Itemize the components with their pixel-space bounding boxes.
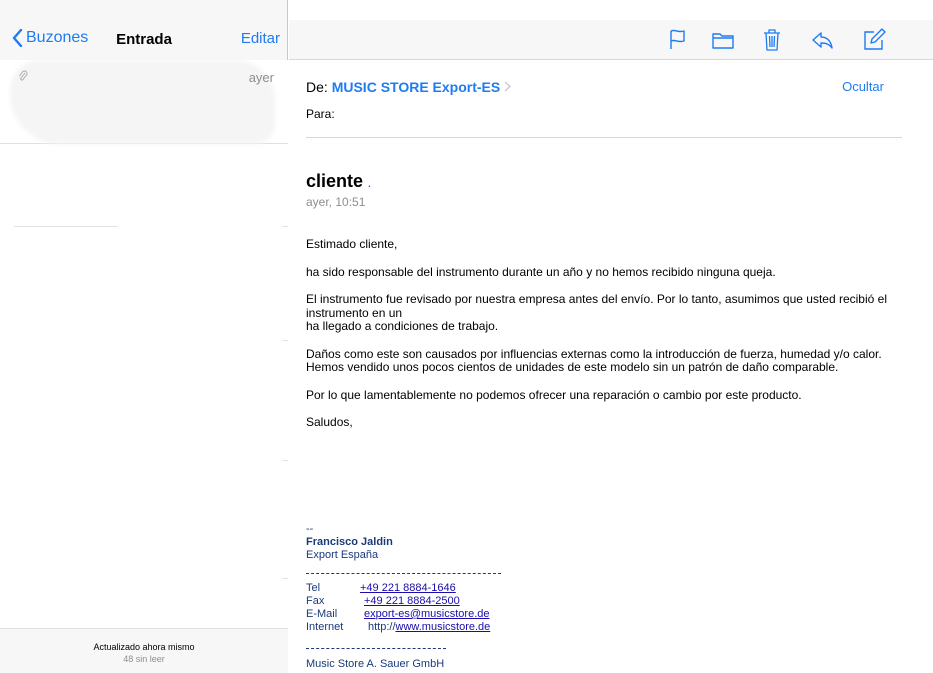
website-link[interactable]: www.musicstore.de [395,621,491,633]
unread-count: 48 sin leer [123,654,165,664]
back-label: Buzones [26,29,89,46]
fax-link[interactable]: +49 221 8884-2500 [364,595,460,607]
flag-icon[interactable] [665,27,691,53]
body-paragraph: Saludos, [306,415,353,429]
internet-prefix: http:// [368,621,396,633]
email-label: E-Mail [306,608,338,620]
company-name: Music Store A. Sauer GmbH [306,658,445,670]
sidebar-navbar [0,20,288,60]
signature-role: Export España [306,549,379,561]
email-subject: cliente . [306,171,371,191]
updated-status: Actualizado ahora mismo [93,642,195,652]
signature-dash: -- [306,523,314,535]
edit-button[interactable]: Editar [240,30,280,47]
trash-icon[interactable] [759,27,785,53]
tel-label: Tel [306,582,321,594]
message-date: ayer [248,70,274,85]
list-divider [282,578,288,579]
from-label: De: [306,79,328,95]
message-toolbar [289,20,933,60]
sender-line [306,79,511,95]
subject-dot: . [368,179,371,190]
compose-icon[interactable] [861,27,887,53]
body-paragraph: ha sido responsable del instrumento durante un año y no hemos recibido ninguna queja. [306,264,776,279]
folder-icon[interactable] [710,27,736,53]
chevron-right-icon [504,79,511,95]
fax-label: Fax [306,595,325,607]
signature-divider [306,573,501,574]
email-date: ayer, 10:51 [306,195,366,209]
inbox-title: Entrada [116,31,172,48]
message-detail [289,0,933,673]
list-divider [282,340,288,341]
sidebar-footer [0,628,288,673]
email-body [306,238,896,444]
list-divider [14,226,118,227]
message-list [0,60,288,640]
tel-link[interactable]: +49 221 8884-1646 [360,582,456,594]
email-link[interactable]: export-es@musicstore.de [364,608,490,620]
header-divider [306,137,902,138]
mailbox-sidebar [0,0,288,673]
body-paragraph: Por lo que lamentablemente no podemos ofrecer una reparación o cambio por este producto. [306,387,802,402]
redacted-preview [10,60,275,144]
hide-details-link[interactable]: Ocultar [842,79,884,94]
email-signature [306,523,393,562]
recipient-line: Para: [306,107,335,121]
reply-icon[interactable] [809,27,835,53]
sender-name[interactable]: MUSIC STORE Export-ES [331,79,501,95]
internet-label: Internet [306,621,344,633]
signature-name: Francisco Jaldin [306,536,393,548]
list-item[interactable] [0,60,288,144]
list-divider [282,460,288,461]
body-paragraph: Daños como este son causados por influencias externas como la introducción de fuerza, humedad y/o calor. Hemos vendido unos pocos cientos de unidades de este modelo sin un patrón de daño comparable. [306,346,882,374]
company-divider [306,648,446,649]
body-paragraph: Estimado cliente, [306,237,398,251]
body-paragraph: El instrumento fue revisado por nuestra empresa antes del envío. Por lo tanto, asumimos que usted recibió el instrumento en un ha llegado a condiciones de trabajo. [306,292,887,333]
attachment-icon [18,70,28,85]
list-divider [282,226,288,227]
contact-block [306,582,490,634]
